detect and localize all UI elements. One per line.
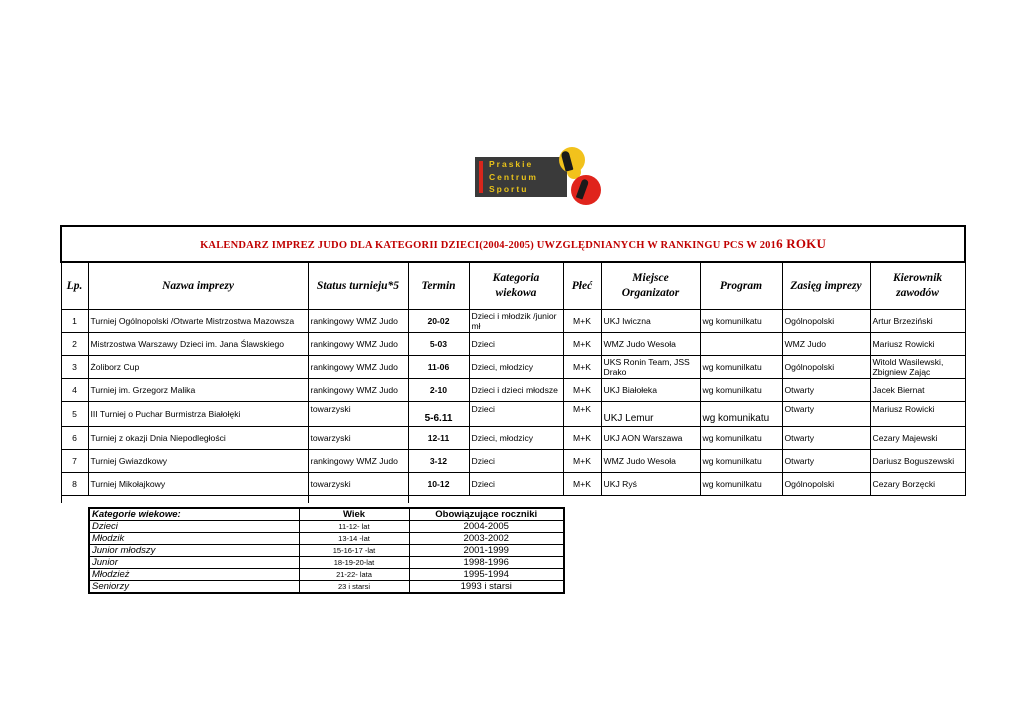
header-status: Status turnieju*5 [308,262,408,310]
header-kategoria: Kategoria wiekowa [469,262,563,310]
cell-miejsce: UKJ Iwiczna [601,310,700,333]
cell-status: rankingowy WMZ Judo [308,356,408,379]
cell-kategoria: Dzieci [469,402,563,427]
title-tail: 6 ROKU [776,236,827,251]
cell-status: rankingowy WMZ Judo [308,333,408,356]
legend-roczniki: 1998-1996 [409,557,564,569]
legend-wiek: 21-22- lata [299,569,409,581]
cell-plec: M+K [563,427,601,450]
cell-program: wg komunilkatu [700,427,782,450]
cell-plec: M+K [563,473,601,496]
table-row [61,450,965,473]
cell-lp: 2 [61,333,88,356]
legend-header-roczniki: Obowiązujące roczniki [409,508,564,521]
cell-kierownik: Jacek Biernat [870,379,965,402]
logo-word: Centrum [489,172,538,182]
cell-lp: 3 [61,356,88,379]
header-name: Nazwa imprezy [88,262,308,310]
cell-kierownik: Cezary Borzęcki [870,473,965,496]
age-categories-legend [88,507,565,594]
cell-program: wg komunilkatu [700,473,782,496]
cell-kategoria: Dzieci, młodzicy [469,356,563,379]
cell-zasieg: Ogólnopolski [782,310,870,333]
legend-row [89,533,564,545]
cell-kategoria: Dzieci [469,333,563,356]
header-plec: Płeć [563,262,601,310]
cell-kategoria: Dzieci i młodzik /junior mł [469,310,563,333]
cell-lp: 6 [61,427,88,450]
legend-roczniki: 2001-1999 [409,545,564,557]
legend-row [89,545,564,557]
cell-kategoria: Dzieci [469,450,563,473]
cell-program [700,333,782,356]
table-row [61,379,965,402]
legend-kategoria: Seniorzy [89,581,299,594]
legend-wiek: 11-12- lat [299,521,409,533]
title-text: KALENDARZ IMPREZ JUDO DLA KATEGORII DZIECI(2004-2005) UWZGLĘDNIANYCH W RANKINGU PCS W 201 [200,240,777,251]
cell-name: Turniej Mikołajkowy [88,473,308,496]
cell-termin: 10-12 [408,473,469,496]
legend-row [89,569,564,581]
praskie-centrum-sportu-logo [475,147,600,209]
cell-plec: M+K [563,333,601,356]
table-row [61,473,965,496]
cell-program: wg komunilkatu [700,450,782,473]
cell-termin: 11-06 [408,356,469,379]
cell-miejsce: UKS Ronin Team, JSS Drako [601,356,700,379]
cell-termin: 5-6.11 [408,402,469,427]
cell-name: Mistrzostwa Warszawy Dzieci im. Jana Ślawskiego [88,333,308,356]
legend-wiek: 18-19-20-lat [299,557,409,569]
cell-lp: 1 [61,310,88,333]
header-lp: Lp. [61,262,88,310]
cell-plec: M+K [563,379,601,402]
cell-status: rankingowy WMZ Judo [308,450,408,473]
legend-kategoria: Junior młodszy [89,545,299,557]
cell-program: wg komunilkatu [700,356,782,379]
cell-miejsce: UKJ AON Warszawa [601,427,700,450]
cell-lp: 8 [61,473,88,496]
logo-word: Praskie [489,159,534,169]
table-row [61,310,965,333]
cell-plec: M+K [563,402,601,427]
spacer-row [61,496,965,504]
legend-kategoria: Młodzież [89,569,299,581]
cell-lp: 4 [61,379,88,402]
legend-row [89,521,564,533]
legend-kategoria: Młodzik [89,533,299,545]
cell-plec: M+K [563,310,601,333]
cell-lp: 7 [61,450,88,473]
legend-wiek: 13-14 -lat [299,533,409,545]
legend-kategoria: Junior [89,557,299,569]
cell-termin: 12-11 [408,427,469,450]
cell-lp: 5 [61,402,88,427]
cell-kierownik: Mariusz Rowicki [870,402,965,427]
cell-plec: M+K [563,356,601,379]
cell-program: wg komunilkatu [700,310,782,333]
cell-miejsce: WMZ Judo Wesoła [601,333,700,356]
cell-zasieg: Ogólnopolski [782,473,870,496]
cell-termin: 20-02 [408,310,469,333]
cell-termin: 3-12 [408,450,469,473]
calendar-table [60,225,964,503]
legend-roczniki: 2003-2002 [409,533,564,545]
cell-name: Turniej Gwiazdkowy [88,450,308,473]
cell-status: towarzyski [308,473,408,496]
legend-header-kategoria: Kategorie wiekowe: [89,508,299,521]
cell-status: rankingowy WMZ Judo [308,310,408,333]
header-kierownik: Kierownik zawodów [870,262,965,310]
cell-kierownik: Cezary Majewski [870,427,965,450]
table-row [61,356,965,379]
cell-termin: 5-03 [408,333,469,356]
header-miejsce: Miejsce Organizator [601,262,700,310]
legend-roczniki: 2004-2005 [409,521,564,533]
cell-zasieg: Ogólnopolski [782,356,870,379]
cell-miejsce: WMZ Judo Wesoła [601,450,700,473]
table-row [61,427,965,450]
cell-zasieg: Otwarty [782,402,870,427]
legend-row [89,557,564,569]
header-zasieg: Zasięg imprezy [782,262,870,310]
cell-zasieg: Otwarty [782,427,870,450]
header-row [61,262,965,310]
header-termin: Termin [408,262,469,310]
cell-program: wg komunikatu [700,402,782,427]
cell-kierownik: Witold Wasilewski, Zbigniew Zając [870,356,965,379]
legend-wiek: 23 i starsi [299,581,409,594]
header-program: Program [700,262,782,310]
cell-status: rankingowy WMZ Judo [308,379,408,402]
cell-kierownik: Artur Brzeziński [870,310,965,333]
cell-kierownik: Mariusz Rowicki [870,333,965,356]
cell-program: wg komunilkatu [700,379,782,402]
logo-stripe [479,161,483,193]
legend-roczniki: 1993 i starsi [409,581,564,594]
cell-name: Żoliborz Cup [88,356,308,379]
cell-zasieg: Otwarty [782,379,870,402]
title-row [61,226,965,262]
cell-miejsce: UKJ Białołeka [601,379,700,402]
calendar-title [61,226,965,262]
cell-zasieg: Otwarty [782,450,870,473]
logo-word: Sportu [489,184,529,194]
cell-kategoria: Dzieci i dzieci młodsze [469,379,563,402]
cell-name: Turniej im. Grzegorz Malika [88,379,308,402]
legend-roczniki: 1995-1994 [409,569,564,581]
cell-zasieg: WMZ Judo [782,333,870,356]
cell-termin: 2-10 [408,379,469,402]
legend-row [89,581,564,594]
table-row [61,402,965,427]
cell-name: Turniej z okazji Dnia Niepodległości [88,427,308,450]
legend-header-wiek: Wiek [299,508,409,521]
cell-plec: M+K [563,450,601,473]
cell-name: III Turniej o Puchar Burmistrza Białołęki [88,402,308,427]
cell-miejsce: UKJ Lemur [601,402,700,427]
cell-status: towarzyski [308,402,408,427]
legend-kategoria: Dzieci [89,521,299,533]
legend-wiek: 15-16-17 -lat [299,545,409,557]
cell-name: Turniej Ogólnopolski /Otwarte Mistrzostwa Mazowsza [88,310,308,333]
legend-header-row [89,508,564,521]
cell-kategoria: Dzieci [469,473,563,496]
cell-miejsce: UKJ Ryś [601,473,700,496]
cell-kierownik: Dariusz Boguszewski [870,450,965,473]
table-row [61,333,965,356]
cell-status: towarzyski [308,427,408,450]
cell-kategoria: Dzieci, młodzicy [469,427,563,450]
